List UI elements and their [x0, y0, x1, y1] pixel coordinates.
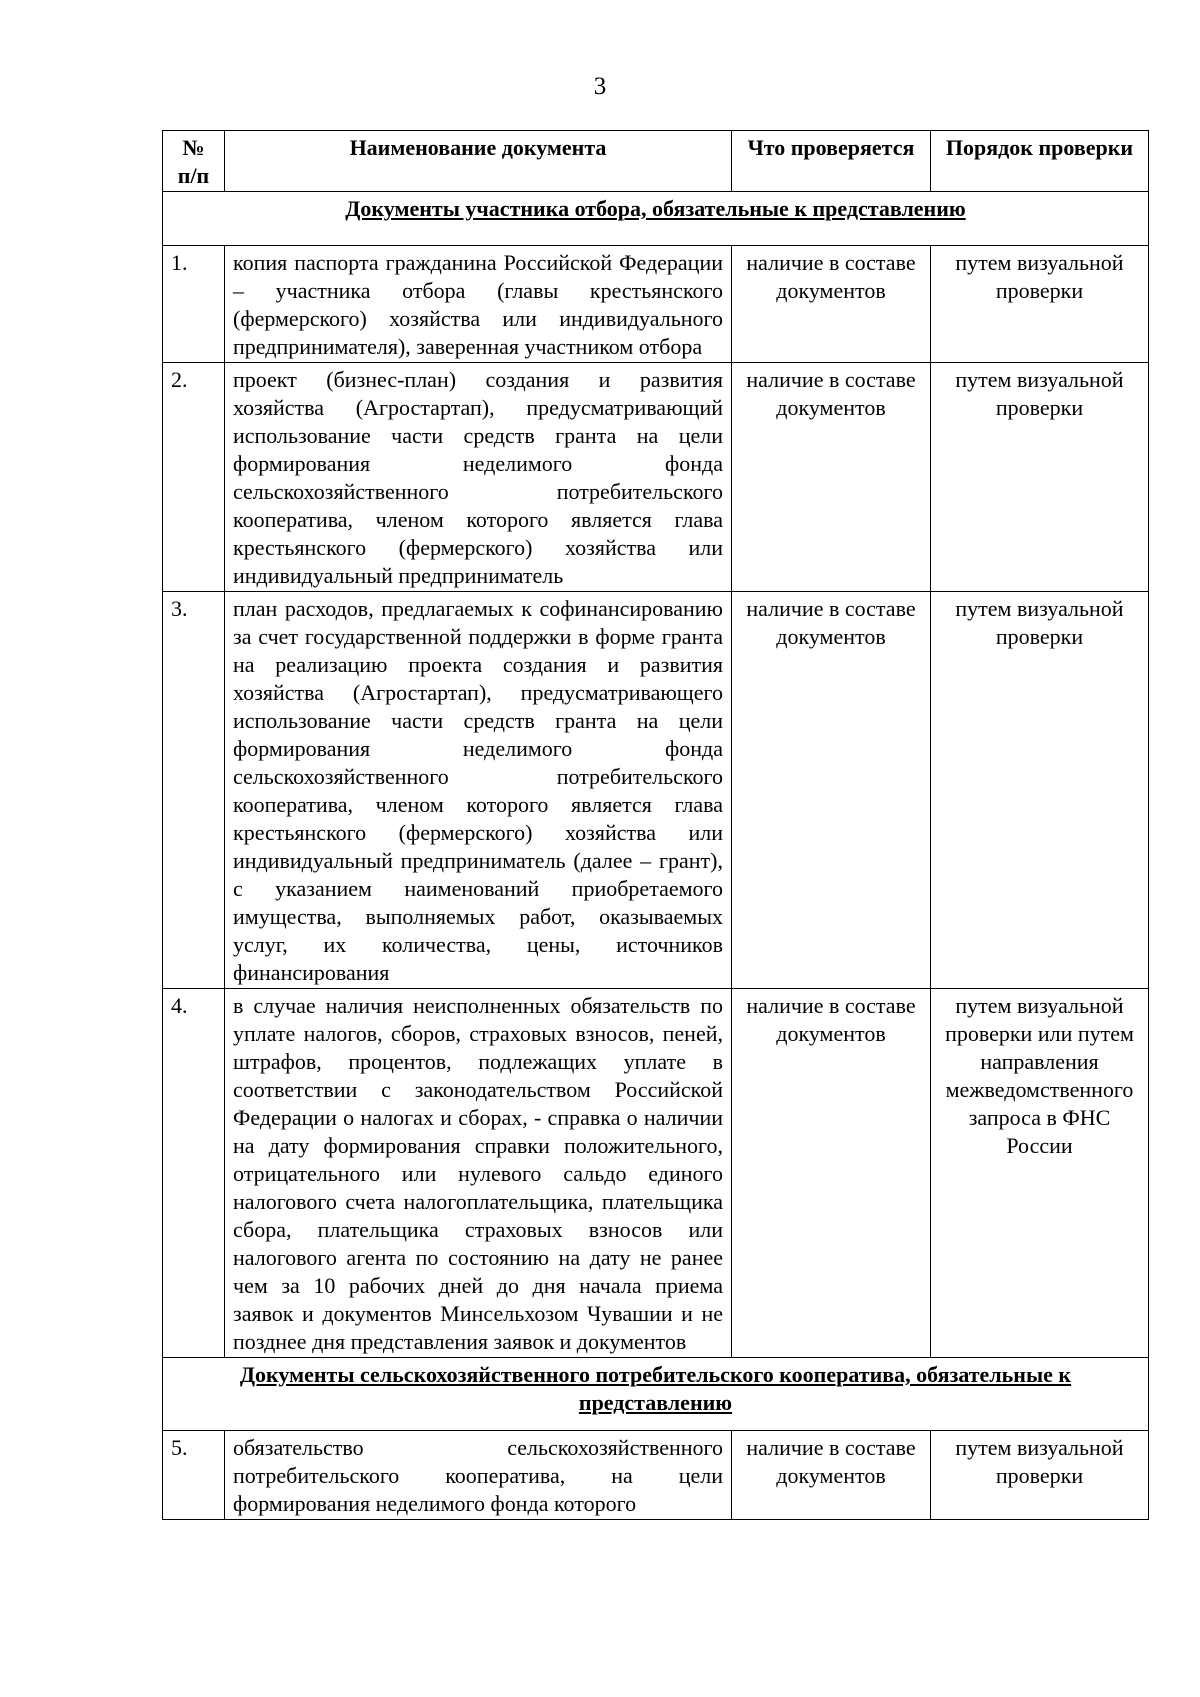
check-subject: наличие в составе документов — [732, 246, 931, 363]
table-row — [163, 592, 1149, 989]
section-row — [163, 1358, 1149, 1431]
document-name: план расходов, предлагаемых к софинансированию за счет государственной поддержки в форме гранта на реализацию проекта создания и развития хозяйства (Агростартап), предусматривающего использование части средств гранта на цели формирования неделимого фонда сельскохозяйственного потребительского кооператива, членом которого является глава крестьянского (фермерского) хозяйства или индивидуальный предприниматель (далее – грант), с указанием наименований приобретаемого имущества, выполняемых работ, оказываемых услуг, их количества, цены, источников финансирования — [225, 592, 732, 989]
table-header-row — [163, 131, 1149, 192]
check-procedure: путем визуальной проверки — [931, 246, 1149, 363]
check-subject: наличие в составе документов — [732, 363, 931, 592]
check-subject: наличие в составе документов — [732, 989, 931, 1358]
section-title: Документы сельскохозяйственного потребительского кооператива, обязательные к представлению — [163, 1358, 1149, 1431]
header-num: № п/п — [163, 131, 225, 192]
check-procedure: путем визуальной проверки — [931, 363, 1149, 592]
document-name: копия паспорта гражданина Российской Федерации – участника отбора (главы крестьянского (фермерского) хозяйства или индивидуального предпринимателя), заверенная участником отбора — [225, 246, 732, 363]
section-title: Документы участника отбора, обязательные к представлению — [163, 192, 1149, 246]
section-row — [163, 192, 1149, 246]
check-procedure: путем визуальной проверки — [931, 592, 1149, 989]
document-name: проект (бизнес-план) создания и развития хозяйства (Агростартап), предусматривающий использование части средств гранта на цели формирования неделимого фонда сельскохозяйственного потребительского кооператива, членом которого является глава крестьянского (фермерского) хозяйства или индивидуальный предприниматель — [225, 363, 732, 592]
row-number: 2. — [163, 363, 225, 592]
table-row — [163, 246, 1149, 363]
row-number: 1. — [163, 246, 225, 363]
row-number: 4. — [163, 989, 225, 1358]
documents-table — [162, 130, 1149, 1520]
document-name: в случае наличия неисполненных обязательств по уплате налогов, сборов, страховых взносов, пеней, штрафов, процентов, подлежащих уплате в соответствии с законодательством Российской Федерации о налогах и сборах, - справка о наличии на дату формирования справки положительного, отрицательного или нулевого сальдо единого налогового счета налогоплательщика, плательщика сбора, плательщика страховых взносов или налогового агента по состоянию на дату не ранее чем за 10 рабочих дней до дня начала приема заявок и документов Минсельхозом Чувашии и не позднее дня представления заявок и документов — [225, 989, 732, 1358]
header-order: Порядок проверки — [931, 131, 1149, 192]
table-row — [163, 989, 1149, 1358]
header-what: Что проверяется — [732, 131, 931, 192]
check-subject: наличие в составе документов — [732, 1431, 931, 1520]
check-procedure: путем визуальной проверки или путем направления межведомственного запроса в ФНС России — [931, 989, 1149, 1358]
table-row — [163, 363, 1149, 592]
table-row — [163, 1431, 1149, 1520]
page-number: 3 — [593, 73, 607, 100]
header-name: Наименование документа — [225, 131, 732, 192]
document-name: обязательство сельскохозяйственного потребительского кооператива, на цели формирования неделимого фонда которого — [225, 1431, 732, 1520]
check-subject: наличие в составе документов — [732, 592, 931, 989]
row-number: 5. — [163, 1431, 225, 1520]
check-procedure: путем визуальной проверки — [931, 1431, 1149, 1520]
row-number: 3. — [163, 592, 225, 989]
